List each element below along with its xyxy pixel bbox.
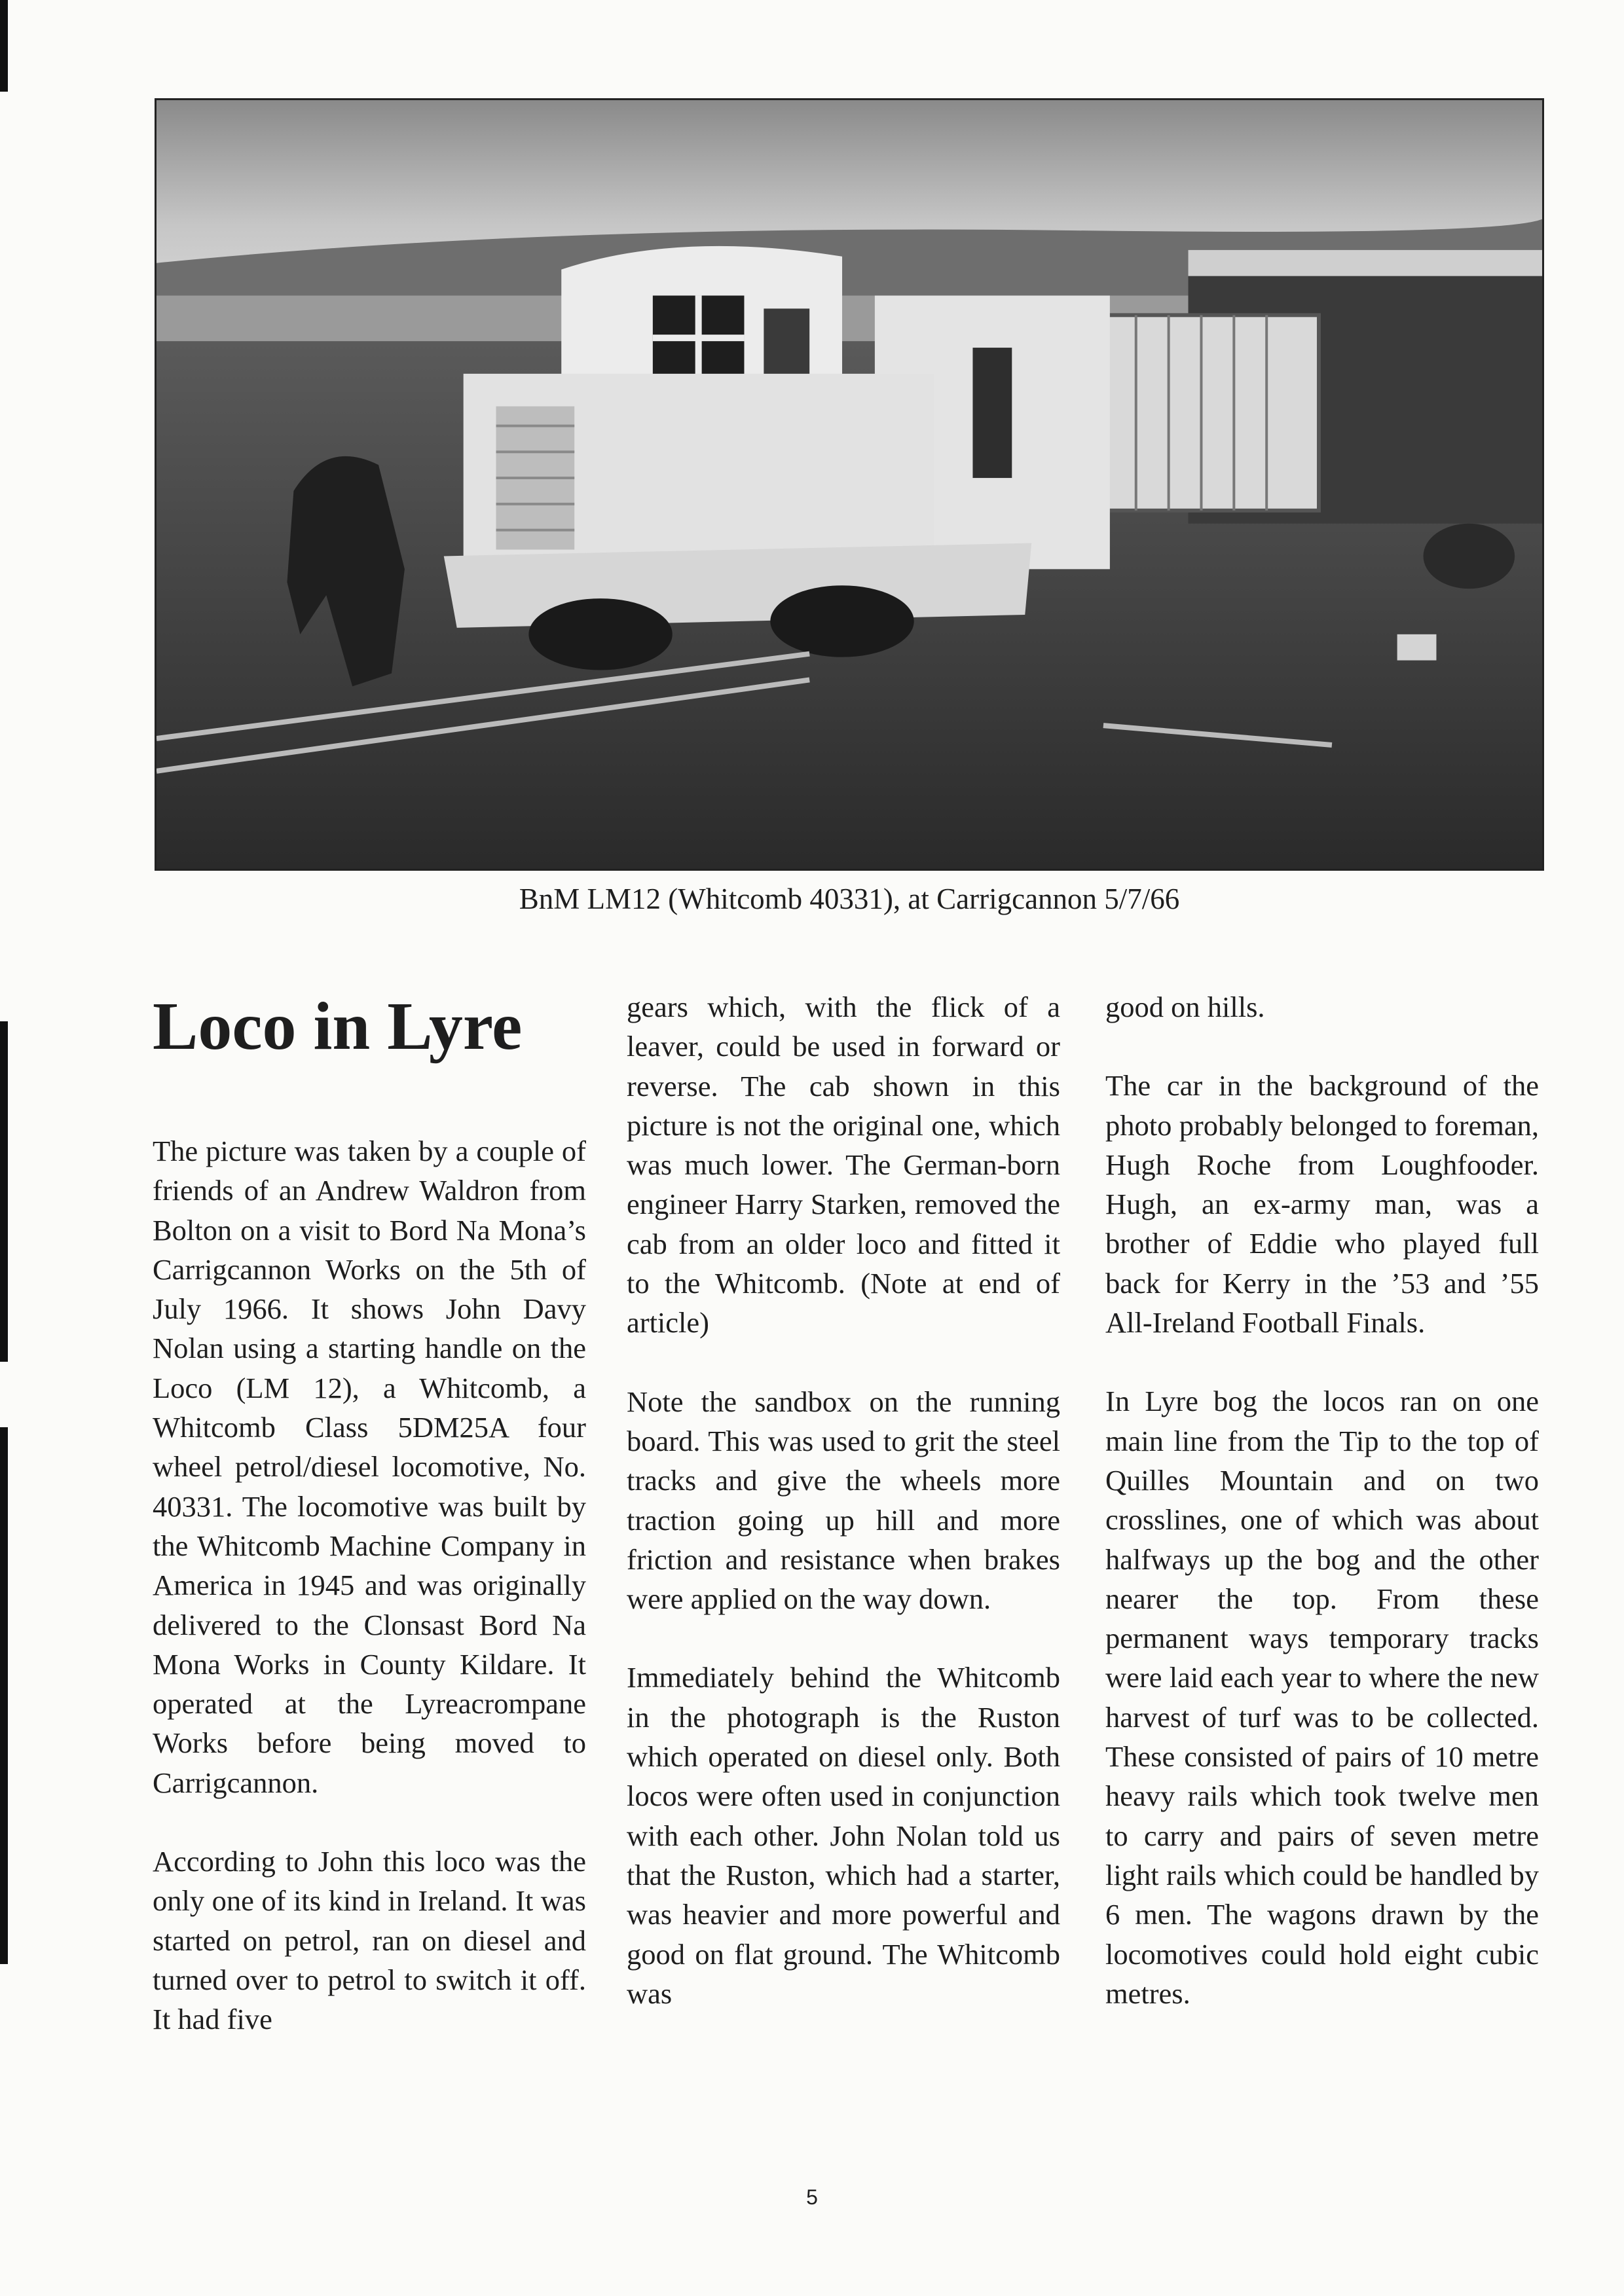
article-column-1: [153, 987, 586, 2079]
article-title: Loco in Lyre: [153, 989, 523, 1064]
paragraph: The car in the background of the photo probably belonged to foreman, Hugh Roche from Loughfooder. Hugh, an ex-army man, was a brother of Eddie who played full back for Kerry in the ’53 and ’55 All-Ireland Football Finals.: [1105, 1069, 1539, 1339]
article-column-3: [1105, 987, 1539, 2052]
page-number: 5: [806, 2185, 818, 2209]
paragraph: The picture was taken by a couple of friends of an Andrew Waldron from Bolton on a visit to Bord Na Mona’s Carrigcannon Works on the 5th of July 1966. It shows John Davy Nolan using a starting handle on the Loco (LM 12), a Whitcomb, a Whitcomb Class 5DM25A four wheel petrol/diesel locomotive, No. 40331. The locomotive was built by the Whitcomb Machine Company in America in 1945 and was originally delivered to the Clonsast Bord Na Mona Works in County Kildare. It operated at the Lyreacrompane Works before being moved to Carrigcannon.: [153, 1135, 586, 1799]
article-column-2: [627, 987, 1060, 2052]
paragraph: gears which, with the flick of a leaver, could be used in forward or reverse. The cab shown in this picture is not the original one, which was much lower. The German-born engineer Harry Starken, removed the cab from an older loco and fitted it to the Whitcomb. (Note at end of article): [627, 991, 1060, 1339]
paragraph: Note the sandbox on the running board. This was used to grit the steel tracks and give the wheels more traction going up hill and more friction and resistance when brakes were applied on the way down.: [627, 1385, 1060, 1616]
paragraph: good on hills.: [1105, 991, 1265, 1023]
scan-edge-middle: [0, 1021, 8, 1362]
paragraph: According to John this loco was the only one of its kind in Ireland. It was started on petrol, ran on diesel and turned over to petrol to switch it off. It had five: [153, 1845, 586, 2036]
paragraph: Immediately behind the Whitcomb in the photograph is the Ruston which operated on diesel only. Both locos were often used in conjunction with each other. John Nolan told us that the Ruston, which had a starter, was heavier and more powerful and good on flat ground. The Whitcomb was: [627, 1661, 1060, 2010]
photo-caption: BnM LM12 (Whitcomb 40331), at Carrigcannon 5/7/66: [519, 883, 1180, 915]
scan-edge-lower: [0, 1427, 8, 1964]
paragraph: In Lyre bog the locos ran on one main line from the Tip to the top of Quilles Mountain and on two crosslines, one of which was about halfways up the bog and the other nearer the top. From these permanent ways temporary tracks were laid each year to where the new harvest of turf was to be collected. These consisted of pairs of 10 metre heavy rails which took twelve men to carry and pairs of seven metre light rails which could be handled by 6 men. The wagons drawn by the locomotives could hold eight cubic metres.: [1105, 1385, 1539, 2010]
photograph-locomotive-icon: [157, 100, 1542, 869]
locomotive-photo: [155, 98, 1544, 871]
scan-edge-top: [0, 0, 8, 92]
